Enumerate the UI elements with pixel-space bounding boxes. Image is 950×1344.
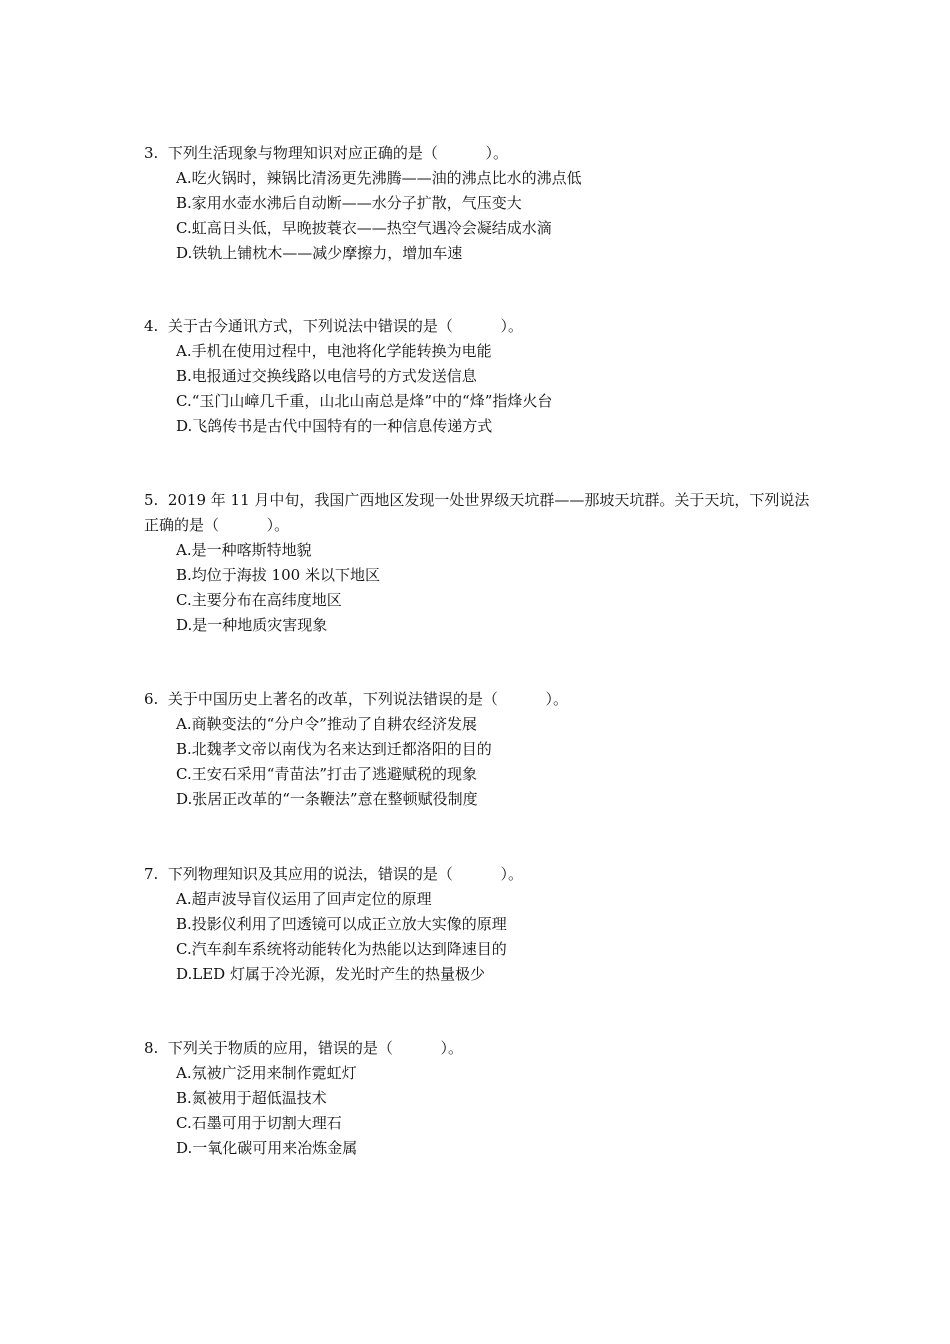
option-a: A.是一种喀斯特地貌 [176, 541, 312, 559]
question-5 [144, 488, 814, 638]
option-c: C.虹高日头低，早晚披蓑衣——热空气遇冷会凝结成水滴 [176, 219, 552, 237]
option-b: B.北魏孝文帝以南伐为名来达到迁都洛阳的目的 [176, 740, 492, 758]
option-b: B.均位于海拔 100 米以下地区 [176, 566, 380, 584]
option-c: C.“玉门山嶂几千重，山北山南总是烽”中的“烽”指烽火台 [176, 392, 553, 410]
option-a: A.吃火锅时，辣锅比清汤更先沸腾——油的沸点比水的沸点低 [176, 169, 582, 187]
option-b: B.投影仪利用了凹透镜可以成正立放大实像的原理 [176, 915, 507, 933]
question-4 [144, 314, 814, 439]
option-list [176, 166, 814, 266]
question-6 [144, 687, 814, 812]
option-c: C.王安石采用“青苗法”打击了逃避赋税的现象 [176, 765, 478, 783]
option-list [176, 712, 814, 812]
option-a: A.超声波导盲仪运用了回声定位的原理 [176, 890, 432, 908]
option-d: D.是一种地质灾害现象 [176, 616, 328, 634]
option-d: D.铁轨上铺枕木——减少摩擦力，增加车速 [176, 244, 463, 262]
option-list [176, 538, 814, 638]
question-stem: 4. 关于古今通讯方式，下列说法中错误的是（ ）。 [144, 317, 524, 335]
question-3 [144, 141, 814, 266]
option-b: B.氮被用于超低温技术 [176, 1089, 327, 1107]
option-a: A.氖被广泛用来制作霓虹灯 [176, 1064, 357, 1082]
option-list [176, 339, 814, 439]
option-list [176, 887, 814, 987]
question-stem: 7. 下列物理知识及其应用的说法，错误的是（ ）。 [144, 865, 524, 883]
option-b: B.电报通过交换线路以电信号的方式发送信息 [176, 367, 477, 385]
option-c: C.汽车刹车系统将动能转化为热能以达到降速目的 [176, 940, 507, 958]
question-stem: 6. 关于中国历史上著名的改革，下列说法错误的是（ ）。 [144, 690, 569, 708]
question-7 [144, 862, 814, 987]
option-a: A.手机在使用过程中，电池将化学能转换为电能 [176, 342, 492, 360]
question-8 [144, 1036, 814, 1161]
option-d: D.张居正改革的“一条鞭法”意在整顿赋役制度 [176, 790, 478, 808]
option-c: C.主要分布在高纬度地区 [176, 591, 342, 609]
option-list [176, 1061, 814, 1161]
option-c: C.石墨可用于切割大理石 [176, 1114, 342, 1132]
option-d: D.一氧化碳可用来冶炼金属 [176, 1139, 358, 1157]
option-a: A.商鞅变法的“分户令”推动了自耕农经济发展 [176, 715, 477, 733]
option-d: D.LED 灯属于冷光源，发光时产生的热量极少 [176, 965, 485, 983]
question-stem: 3. 下列生活现象与物理知识对应正确的是（ ）。 [144, 144, 509, 162]
question-stem: 8. 下列关于物质的应用，错误的是（ ）。 [144, 1039, 464, 1057]
option-d: D.飞鸽传书是古代中国特有的一种信息传递方式 [176, 417, 493, 435]
question-stem: 5. 2019 年 11 月中旬，我国广西地区发现一处世界级天坑群——那坡天坑群。关于天坑，下列说法正确的是（ ）。 [144, 491, 810, 534]
option-b: B.家用水壶水沸后自动断——水分子扩散，气压变大 [176, 194, 522, 212]
